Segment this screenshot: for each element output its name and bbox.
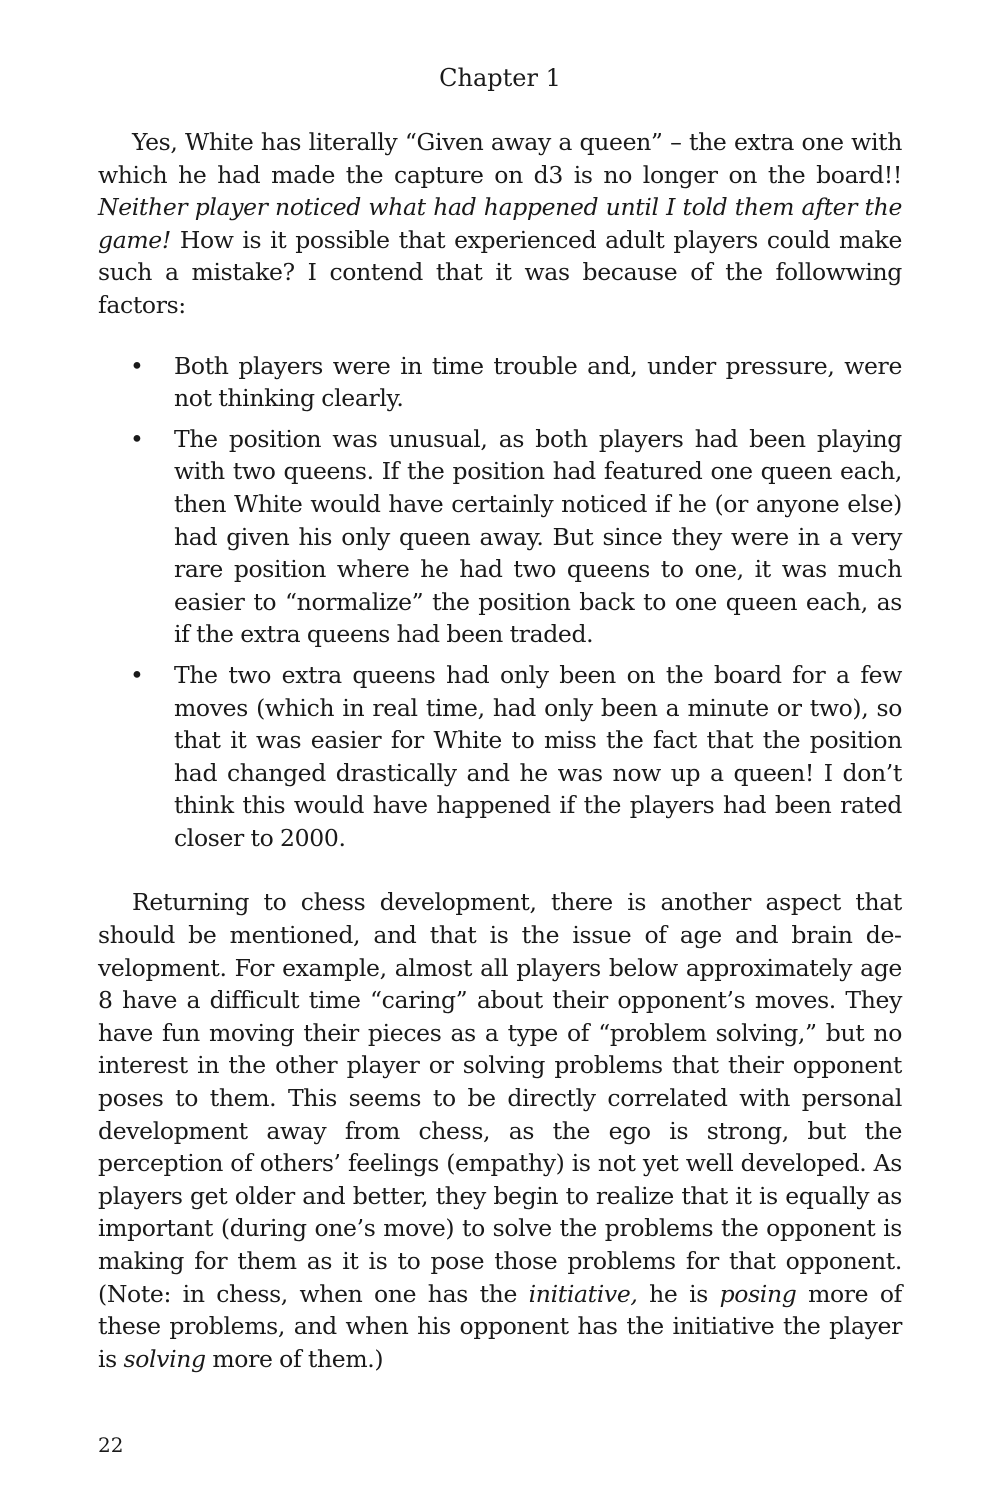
bullet-item-text: Both players were in time trouble and, under pressure, were not thinking clearly. [174,351,902,413]
paragraph-intro [98,126,902,322]
italic-posing: posing [719,1279,797,1308]
book-page [98,0,902,1500]
bullet-item-text: The two extra queens had only been on the board for a few moves (which in real time, had only been a minute or two), so that it was easier for White to miss the fact that the position had changed drastically and he was now up a queen! I don’t think this would have happened if the players had been rated closer to 2000. [174,660,902,852]
bullet-item-text: The position was unusual, as both players had been playing with two queens. If the position had featured one queen each, then White would have certainly noticed if he (or anyone else) had given his only queen away. But since they were in a very rare position where he had two queens to one, it was much easier to “normalize” the position back to one queen each, as if the extra queens had been traded. [174,424,902,649]
bullet-icon: • [130,424,144,453]
bullet-item-extra-queens [130,659,902,855]
bullet-item-time-trouble [130,350,902,415]
page-number: 22 [98,1433,124,1457]
paragraph-development-text: more of these problems, and when his opponent has the initiative the player is [98,1279,903,1373]
running-head: Chapter 1 [439,64,561,92]
bullet-item-unusual-position [130,423,902,651]
italic-solving: solving [123,1344,206,1373]
bullet-icon: • [130,351,144,380]
paragraph-development-text: he is [637,1279,720,1308]
italic-initiative: initiative, [528,1279,638,1308]
paragraph-development-text: Returning to chess development, there is another aspect that should be mentioned, and that is the issue of age and brain development. For example, almost all players below approximately age 8 have a difficult time “caring” about their opponent’s moves. They have fun moving their pieces as a type of “problem solving,” but no interest in the other player or solving problems that their opponent poses to them. This seems to be directly correlated with personal development away from chess, as the ego is strong, but the perception of others’ feelings (empathy) is not yet well developed. As players get older and better, they begin to realize that it is equally as important (during one’s move) to solve the problems the opponent is making for them as it is to pose those problems for that opponent. (Note: in chess, when one has the [98,888,902,1308]
paragraph-intro-text-continued: How is it possible that experienced adult players could make such a mistake? I contend that it was because of the followwing factors: [98,225,902,319]
body-text [98,126,902,1375]
paragraph-intro-text: Yes, White has literally “Given away a queen” – the extra one with which he had made the capture on d3 is no longer on the board!! [98,128,902,189]
paragraph-development [98,886,902,1375]
factors-bullet-list [98,350,902,855]
paragraph-development-text: more of them.) [205,1344,384,1373]
paragraph-intro-italic: Neither player noticed what had happened until I told them after the game! [98,193,902,254]
bullet-icon: • [130,660,144,689]
